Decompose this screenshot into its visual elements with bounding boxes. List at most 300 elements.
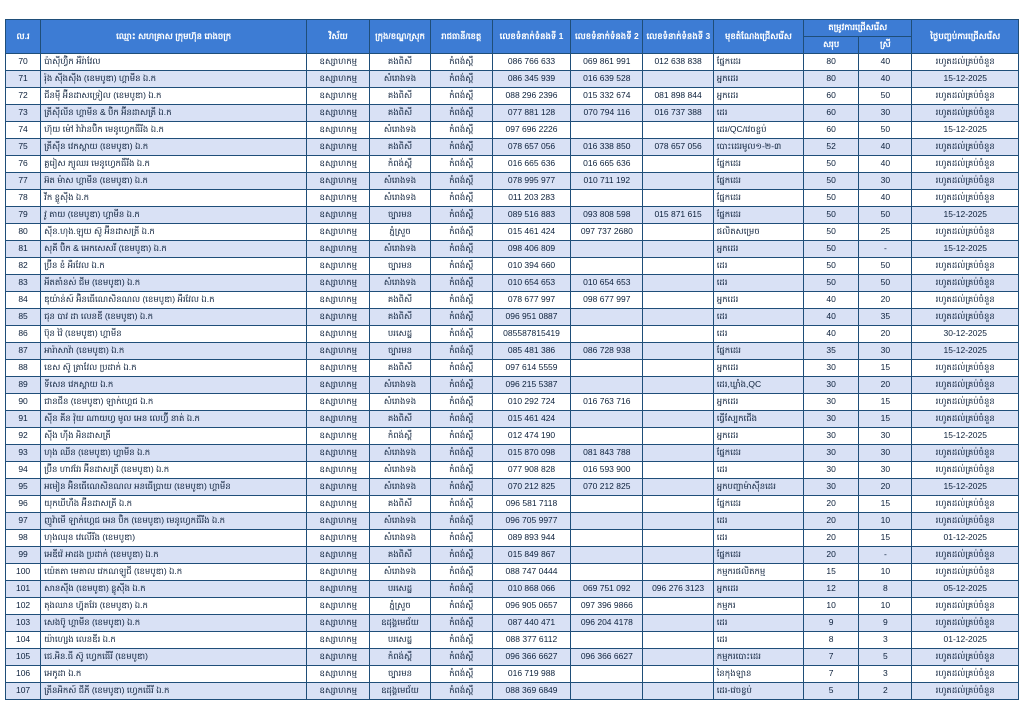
cell-sector: ឧស្សាហកម្ម	[307, 615, 370, 632]
cell-phone2: 070 212 825	[571, 479, 643, 496]
cell-position: ផ្នែកដេរ	[713, 207, 803, 224]
cell-no: 90	[6, 394, 41, 411]
cell-total: 50	[804, 275, 859, 292]
cell-position: អ្នកដេរ	[713, 394, 803, 411]
cell-position: អ្នកដេរ	[713, 292, 803, 309]
cell-end_date: រហូតដល់គ្រប់ចំនួន	[912, 88, 1019, 105]
cell-phone3: 015 871 615	[643, 207, 713, 224]
cell-phone1: 089 516 883	[492, 207, 570, 224]
table-row	[6, 156, 1019, 173]
header-total: សរុប	[804, 37, 859, 54]
cell-phone3	[643, 666, 713, 683]
cell-end_date: រហូតដល់គ្រប់ចំនួន	[912, 513, 1019, 530]
cell-total: 50	[804, 207, 859, 224]
cell-name: ជេ.អិន.ធី ស៊ូ ហ្វេកធើរី (ខេមបូឌា)	[41, 649, 307, 666]
cell-total: 20	[804, 496, 859, 513]
cell-phone1: 010 394 660	[492, 258, 570, 275]
cell-end_date: រហូតដល់គ្រប់ចំនួន	[912, 377, 1019, 394]
cell-phone3	[643, 190, 713, 207]
cell-phone1: 096 215 5387	[492, 377, 570, 394]
cell-total: 50	[804, 156, 859, 173]
cell-sector: ឧស្សាហកម្ម	[307, 530, 370, 547]
cell-position: ដេរ	[713, 530, 803, 547]
cell-phone2: 093 808 598	[571, 207, 643, 224]
cell-name: ជីនម៉ី អ៊ីនដាសទ្រៀល (ខេមបូឌា) ឯ.ក	[41, 88, 307, 105]
cell-district: គងពិសី	[370, 105, 430, 122]
cell-end_date: 15-12-2025	[912, 343, 1019, 360]
cell-phone3	[643, 241, 713, 258]
cell-phone1: 078 995 977	[492, 173, 570, 190]
header-demand-group: តម្រូវការជ្រើសរើស	[804, 20, 912, 37]
cell-name: ខេស ស៊ូ ត្រាវែល ប្រដាក់ ឯ.ក	[41, 360, 307, 377]
table-row	[6, 479, 1019, 496]
cell-phone3	[643, 649, 713, 666]
cell-phone1: 097 696 2226	[492, 122, 570, 139]
cell-no: 82	[6, 258, 41, 275]
cell-province: កំពង់ស្ពឺ	[430, 309, 492, 326]
cell-female: 9	[859, 615, 912, 632]
cell-female: 15	[859, 411, 912, 428]
cell-total: 50	[804, 224, 859, 241]
cell-total: 30	[804, 428, 859, 445]
cell-name: យ៉ាហ្សេង លេនឌីរ ឯ.ក	[41, 632, 307, 649]
cell-total: 30	[804, 377, 859, 394]
header-female: ស្រី	[859, 37, 912, 54]
cell-province: កំពង់ស្ពឺ	[430, 632, 492, 649]
cell-total: 30	[804, 394, 859, 411]
cell-phone1: 010 654 653	[492, 275, 570, 292]
cell-end_date: រហូតដល់គ្រប់ចំនួន	[912, 649, 1019, 666]
cell-phone3	[643, 173, 713, 190]
cell-no: 73	[6, 105, 41, 122]
cell-end_date: 15-12-2025	[912, 207, 1019, 224]
cell-district: កំពង់ស្ពឺ	[370, 156, 430, 173]
cell-phone1: 088 747 0444	[492, 564, 570, 581]
cell-province: កំពង់ស្ពឺ	[430, 411, 492, 428]
cell-district: គងពិសី	[370, 54, 430, 71]
cell-total: 40	[804, 326, 859, 343]
cell-sector: ឧស្សាហកម្ម	[307, 547, 370, 564]
cell-position: ផ្នែកដេរ	[713, 547, 803, 564]
cell-district: ឧដុង្គមេជ័យ	[370, 683, 430, 700]
cell-female: 20	[859, 326, 912, 343]
cell-phone2: 010 654 653	[571, 275, 643, 292]
cell-phone3	[643, 530, 713, 547]
cell-phone2	[571, 496, 643, 513]
cell-phone1: 015 461 424	[492, 224, 570, 241]
cell-sector: ឧស្សាហកម្ម	[307, 411, 370, 428]
cell-no: 72	[6, 88, 41, 105]
cell-phone3	[643, 615, 713, 632]
cell-female: 10	[859, 513, 912, 530]
cell-position: ផ្នែកដេរ	[713, 445, 803, 462]
cell-end_date: រហូតដល់គ្រប់ចំនួន	[912, 598, 1019, 615]
cell-total: 10	[804, 598, 859, 615]
cell-position: ដេរ	[713, 258, 803, 275]
cell-sector: ឧស្សាហកម្ម	[307, 632, 370, 649]
cell-province: កំពង់ស្ពឺ	[430, 156, 492, 173]
cell-phone2	[571, 190, 643, 207]
cell-phone1: 015 461 424	[492, 411, 570, 428]
cell-district: បរសេដ្ឋ	[370, 326, 430, 343]
cell-female: 35	[859, 309, 912, 326]
cell-district: សំរោងទង	[370, 122, 430, 139]
cell-phone2: 015 332 674	[571, 88, 643, 105]
cell-total: 30	[804, 445, 859, 462]
cell-end_date: រហូតដល់គ្រប់ចំនួន	[912, 496, 1019, 513]
cell-phone2	[571, 122, 643, 139]
cell-end_date: 15-12-2025	[912, 241, 1019, 258]
cell-female: 40	[859, 139, 912, 156]
cell-phone3	[643, 343, 713, 360]
cell-phone2	[571, 326, 643, 343]
cell-total: 80	[804, 71, 859, 88]
cell-name: ស៊ីន គីន វ៉ុយ ណាយហ្វ មូល អេន លេហ្វ៊ី នាត់ ឯ.ក	[41, 411, 307, 428]
cell-female: 50	[859, 275, 912, 292]
table-row	[6, 190, 1019, 207]
cell-phone2	[571, 360, 643, 377]
cell-no: 91	[6, 411, 41, 428]
cell-district: គងពិសី	[370, 547, 430, 564]
cell-position: ផ្នែកដេរ	[713, 156, 803, 173]
cell-province: កំពង់ស្ពឺ	[430, 241, 492, 258]
cell-phone1: 078 657 056	[492, 139, 570, 156]
cell-total: 5	[804, 683, 859, 700]
table-row	[6, 309, 1019, 326]
cell-name: ទីសេន វេកស្តាយ ឯ.ក	[41, 377, 307, 394]
cell-total: 30	[804, 411, 859, 428]
cell-district: សំរោងទង	[370, 190, 430, 207]
cell-province: កំពង់ស្ពឺ	[430, 445, 492, 462]
cell-end_date: រហូតដល់គ្រប់ចំនួន	[912, 683, 1019, 700]
cell-province: កំពង់ស្ពឺ	[430, 615, 492, 632]
cell-sector: ឧស្សាហកម្ម	[307, 513, 370, 530]
cell-district: បរសេដ្ឋ	[370, 632, 430, 649]
cell-district: សំរោងទង	[370, 394, 430, 411]
cell-no: 83	[6, 275, 41, 292]
cell-total: 60	[804, 105, 859, 122]
cell-phone1: 086 345 939	[492, 71, 570, 88]
cell-position: ផ្នែកដេរ	[713, 496, 803, 513]
cell-district: សំរោងទង	[370, 530, 430, 547]
cell-position: ផ្នែកដេរ	[713, 173, 803, 190]
cell-sector: ឧស្សាហកម្ម	[307, 428, 370, 445]
cell-no: 87	[6, 343, 41, 360]
cell-position: ផលិតសម្រេច	[713, 224, 803, 241]
cell-phone2	[571, 632, 643, 649]
cell-position: ដេរ	[713, 632, 803, 649]
cell-female: 10	[859, 598, 912, 615]
cell-end_date: រហូតដល់គ្រប់ចំនួន	[912, 292, 1019, 309]
cell-province: កំពង់ស្ពឺ	[430, 598, 492, 615]
cell-female: -	[859, 547, 912, 564]
cell-phone1: 086 766 633	[492, 54, 570, 71]
table-row	[6, 615, 1019, 632]
cell-no: 101	[6, 581, 41, 598]
header-no: ល.រ	[6, 20, 41, 54]
cell-end_date: រហូតដល់គ្រប់ចំនួន	[912, 411, 1019, 428]
cell-phone3	[643, 377, 713, 394]
table-row	[6, 292, 1019, 309]
cell-sector: ឧស្សាហកម្ម	[307, 445, 370, 462]
cell-end_date: 15-12-2025	[912, 479, 1019, 496]
cell-name: សានស៊ីង (ខេមបូឌា) ខ្លូស៊ីង ឯ.ក	[41, 581, 307, 598]
cell-sector: ឧស្សាហកម្ម	[307, 156, 370, 173]
cell-no: 98	[6, 530, 41, 547]
cell-phone3	[643, 462, 713, 479]
cell-phone1: 089 893 944	[492, 530, 570, 547]
cell-phone3	[643, 479, 713, 496]
cell-sector: ឧស្សាហកម្ម	[307, 377, 370, 394]
cell-name: ប៊ុន វ៉ៃ (ខេមបូឌា) ហ្គាមីន	[41, 326, 307, 343]
cell-phone3	[643, 598, 713, 615]
cell-end_date: 15-12-2025	[912, 71, 1019, 88]
cell-end_date: រហូតដល់គ្រប់ចំនួន	[912, 190, 1019, 207]
cell-position: ដេរ,ឃ្លាំង,QC	[713, 377, 803, 394]
cell-no: 96	[6, 496, 41, 513]
cell-sector: ឧស្សាហកម្ម	[307, 309, 370, 326]
cell-district: សំរោងទង	[370, 513, 430, 530]
cell-no: 75	[6, 139, 41, 156]
cell-position: កម្មករបោះដេរ	[713, 649, 803, 666]
cell-phone3: 081 898 844	[643, 88, 713, 105]
cell-sector: ឧស្សាហកម្ម	[307, 598, 370, 615]
cell-end_date: 15-12-2025	[912, 428, 1019, 445]
cell-phone3	[643, 326, 713, 343]
cell-female: 50	[859, 207, 912, 224]
cell-name: យុកឃីហឺង អ៊ីនដាសត្រី ឯ.ក	[41, 496, 307, 513]
table-row	[6, 258, 1019, 275]
cell-phone1: 010 292 724	[492, 394, 570, 411]
cell-no: 104	[6, 632, 41, 649]
cell-phone3	[643, 394, 713, 411]
cell-no: 85	[6, 309, 41, 326]
cell-end_date: រហូតដល់គ្រប់ចំនួន	[912, 666, 1019, 683]
cell-position: អ្នកដេរ	[713, 71, 803, 88]
cell-phone2	[571, 513, 643, 530]
cell-end_date: រហូតដល់គ្រប់ចំនួន	[912, 462, 1019, 479]
cell-female: 30	[859, 343, 912, 360]
table-row	[6, 445, 1019, 462]
cell-phone2: 081 843 788	[571, 445, 643, 462]
cell-total: 40	[804, 309, 859, 326]
cell-position: អ្នកបញ្ជាម៉ាស៊ីនដេរ	[713, 479, 803, 496]
cell-phone2	[571, 530, 643, 547]
cell-name: ត្រីស៊ីន វេកស្តាយ (ខេមបូឌា) ឯ.ក	[41, 139, 307, 156]
cell-province: កំពង់ស្ពឺ	[430, 394, 492, 411]
table-row	[6, 394, 1019, 411]
cell-position: អ្នកដេរ	[713, 88, 803, 105]
cell-total: 50	[804, 258, 859, 275]
cell-district: បរសេដ្ឋ	[370, 581, 430, 598]
cell-end_date: រហូតដល់គ្រប់ចំនួន	[912, 615, 1019, 632]
cell-phone2: 097 737 2680	[571, 224, 643, 241]
table-row	[6, 377, 1019, 394]
table-row	[6, 547, 1019, 564]
cell-total: 12	[804, 581, 859, 598]
cell-province: កំពង់ស្ពឺ	[430, 496, 492, 513]
cell-total: 20	[804, 513, 859, 530]
cell-position: ដេរ	[713, 326, 803, 343]
cell-name: ហុង ឈីន (ខេមបូឌា) ហ្គាមីន ឯ.ក	[41, 445, 307, 462]
cell-district: ឧដុង្គមេជ័យ	[370, 615, 430, 632]
cell-district: សំរោងទង	[370, 173, 430, 190]
cell-name: សុគី ប៊ិក & អេកសេសរី (ខេមបូឌា) ឯ.ក	[41, 241, 307, 258]
cell-phone3: 012 638 838	[643, 54, 713, 71]
cell-phone1: 088 377 6112	[492, 632, 570, 649]
cell-no: 95	[6, 479, 41, 496]
cell-district: សំរោងទង	[370, 445, 430, 462]
cell-female: 30	[859, 445, 912, 462]
cell-no: 93	[6, 445, 41, 462]
cell-total: 60	[804, 122, 859, 139]
cell-position: ដេរ-វេចខ្ចប់	[713, 683, 803, 700]
cell-name: វូ តាយ (ខេមបូឌា) ហ្គាមីន ឯ.ក	[41, 207, 307, 224]
cell-phone2: 096 366 6627	[571, 649, 643, 666]
table-row	[6, 530, 1019, 547]
cell-name: ត្រីស៊ីលីន ហ្គាមីន & ប៊ិក អ៊ីនដាសត្រី ឯ.ក	[41, 105, 307, 122]
cell-female: 15	[859, 394, 912, 411]
cell-phone2	[571, 258, 643, 275]
cell-district: សំរោងទង	[370, 462, 430, 479]
cell-no: 74	[6, 122, 41, 139]
cell-phone2	[571, 241, 643, 258]
cell-name: ប៉ាស៊ីហ្វ៊ិក អឺរ៉ាវែល	[41, 54, 307, 71]
cell-total: 20	[804, 530, 859, 547]
cell-province: កំពង់ស្ពឺ	[430, 564, 492, 581]
cell-end_date: រហូតដល់គ្រប់ចំនួន	[912, 275, 1019, 292]
table-row	[6, 173, 1019, 190]
cell-position: ដេរ/QC/វេចខ្ចប់	[713, 122, 803, 139]
cell-province: កំពង់ស្ពឺ	[430, 105, 492, 122]
table-row	[6, 71, 1019, 88]
cell-no: 81	[6, 241, 41, 258]
cell-end_date: រហូតដល់គ្រប់ចំនួន	[912, 139, 1019, 156]
cell-phone2: 097 396 9866	[571, 598, 643, 615]
cell-no: 102	[6, 598, 41, 615]
cell-province: កំពង់ស្ពឺ	[430, 513, 492, 530]
cell-name: ញូវ៉ាមើ ឡាក់ហ្គេជ អេន ប៊ិក (ខេមបូឌា) មេនូហ្វេកធឺរីង ឯ.ក	[41, 513, 307, 530]
cell-phone2: 070 794 116	[571, 105, 643, 122]
cell-position: កម្មករផលិតកម្ម	[713, 564, 803, 581]
cell-total: 60	[804, 88, 859, 105]
table-row	[6, 411, 1019, 428]
cell-female: 25	[859, 224, 912, 241]
cell-name: អមៀន អ៊ិនធើណេសិនណល អនធើប្រាយ (ខេមបូឌា) ហ្គាមីន	[41, 479, 307, 496]
cell-phone3	[643, 71, 713, 88]
header-position: មុខតំណែងជ្រើសរើស	[713, 20, 803, 54]
cell-position: ផ្នែកដេរ	[713, 343, 803, 360]
table-row	[6, 598, 1019, 615]
cell-district: សំរោងទង	[370, 479, 430, 496]
cell-sector: ឧស្សាហកម្ម	[307, 258, 370, 275]
cell-sector: ឧស្សាហកម្ម	[307, 241, 370, 258]
cell-sector: ឧស្សាហកម្ម	[307, 71, 370, 88]
cell-female: 40	[859, 190, 912, 207]
cell-name: គ្លរៀស ភ្យូឈរ មេនូហ្វេកធឺរីង ឯ.ក	[41, 156, 307, 173]
cell-position: ដេរ	[713, 105, 803, 122]
cell-no: 105	[6, 649, 41, 666]
cell-no: 100	[6, 564, 41, 581]
cell-sector: ឧស្សាហកម្ម	[307, 292, 370, 309]
cell-phone3	[643, 292, 713, 309]
cell-sector: ឧស្សាហកម្ម	[307, 360, 370, 377]
cell-province: កំពង់ស្ពឺ	[430, 190, 492, 207]
table-row	[6, 360, 1019, 377]
cell-phone1: 085 481 386	[492, 343, 570, 360]
table-row	[6, 105, 1019, 122]
cell-phone2: 069 751 092	[571, 581, 643, 598]
table-row	[6, 649, 1019, 666]
table-header	[6, 20, 1019, 54]
cell-no: 89	[6, 377, 41, 394]
cell-position: ធ្វើស្បែកជើង	[713, 411, 803, 428]
cell-end_date: រហូតដល់គ្រប់ចំនួន	[912, 564, 1019, 581]
cell-phone2: 098 677 997	[571, 292, 643, 309]
cell-position: ដេរ	[713, 513, 803, 530]
cell-phone3	[643, 224, 713, 241]
cell-end_date: រហូតដល់គ្រប់ចំនួន	[912, 309, 1019, 326]
table-body	[6, 54, 1019, 700]
cell-phone2: 086 728 938	[571, 343, 643, 360]
cell-phone3	[643, 428, 713, 445]
cell-end_date: រហូតដល់គ្រប់ចំនួន	[912, 394, 1019, 411]
cell-total: 80	[804, 54, 859, 71]
cell-name: រ៉ុង ស៊ីងស៊ីង (ខេមបូឌា) ហ្គាមីន ឯ.ក	[41, 71, 307, 88]
cell-name: ហ៊ុយ ម៉ៅ វ៉ាវ៉ានប៊ិក មេនូហ្វេកធឺរីង ឯ.ក	[41, 122, 307, 139]
header-company-name: ឈ្មោះ សហគ្រាស ក្រុមហ៊ុន រោងចក្រ	[41, 20, 307, 54]
cell-end_date: រហូតដល់គ្រប់ចំនួន	[912, 105, 1019, 122]
table-row	[6, 88, 1019, 105]
cell-sector: ឧស្សាហកម្ម	[307, 275, 370, 292]
cell-position: ដេរ	[713, 309, 803, 326]
cell-province: កំពង់ស្ពឺ	[430, 377, 492, 394]
cell-district: សំរោងទង	[370, 241, 430, 258]
cell-total: 40	[804, 292, 859, 309]
table-row	[6, 343, 1019, 360]
cell-phone1: 016 665 636	[492, 156, 570, 173]
cell-district: ច្បារមន	[370, 343, 430, 360]
cell-sector: ឧស្សាហកម្ម	[307, 564, 370, 581]
cell-sector: ឧស្សាហកម្ម	[307, 496, 370, 513]
table-row	[6, 564, 1019, 581]
cell-province: កំពង់ស្ពឺ	[430, 530, 492, 547]
cell-district: កំពង់ស្ពឺ	[370, 428, 430, 445]
cell-no: 106	[6, 666, 41, 683]
cell-phone3	[643, 275, 713, 292]
header-district: ក្រុង/ខណ្ឌ/ស្រុក	[370, 20, 430, 54]
cell-province: កំពង់ស្ពឺ	[430, 71, 492, 88]
cell-position: ដេរ	[713, 462, 803, 479]
cell-name: អេឌីវ៉េ អាដង ប្រដាក់ (ខេមបូឌា) ឯ.ក	[41, 547, 307, 564]
cell-female: 50	[859, 258, 912, 275]
cell-phone1: 096 951 0887	[492, 309, 570, 326]
cell-name: ត្រីនអិកស៍ ជីភី (ខេមបូឌា) ហ្វេកធើរី ឯ.ក	[41, 683, 307, 700]
cell-position: នៃកុងឡាន	[713, 666, 803, 683]
cell-name: ប្រ៊ីន ខំ អឺរវែល ឯ.ក	[41, 258, 307, 275]
cell-end_date: រហូតដល់គ្រប់ចំនួន	[912, 445, 1019, 462]
cell-position: ដេរ	[713, 275, 803, 292]
cell-sector: ឧស្សាហកម្ម	[307, 343, 370, 360]
cell-district: គងពិសី	[370, 88, 430, 105]
cell-phone2	[571, 564, 643, 581]
cell-total: 15	[804, 564, 859, 581]
cell-position: កម្មករ	[713, 598, 803, 615]
cell-name: ជានជីន (ខេមបូឌា) ឡាក់ហ្គេជ ឯ.ក	[41, 394, 307, 411]
table-row	[6, 428, 1019, 445]
cell-phone2: 096 204 4178	[571, 615, 643, 632]
cell-province: កំពង់ស្ពឺ	[430, 462, 492, 479]
